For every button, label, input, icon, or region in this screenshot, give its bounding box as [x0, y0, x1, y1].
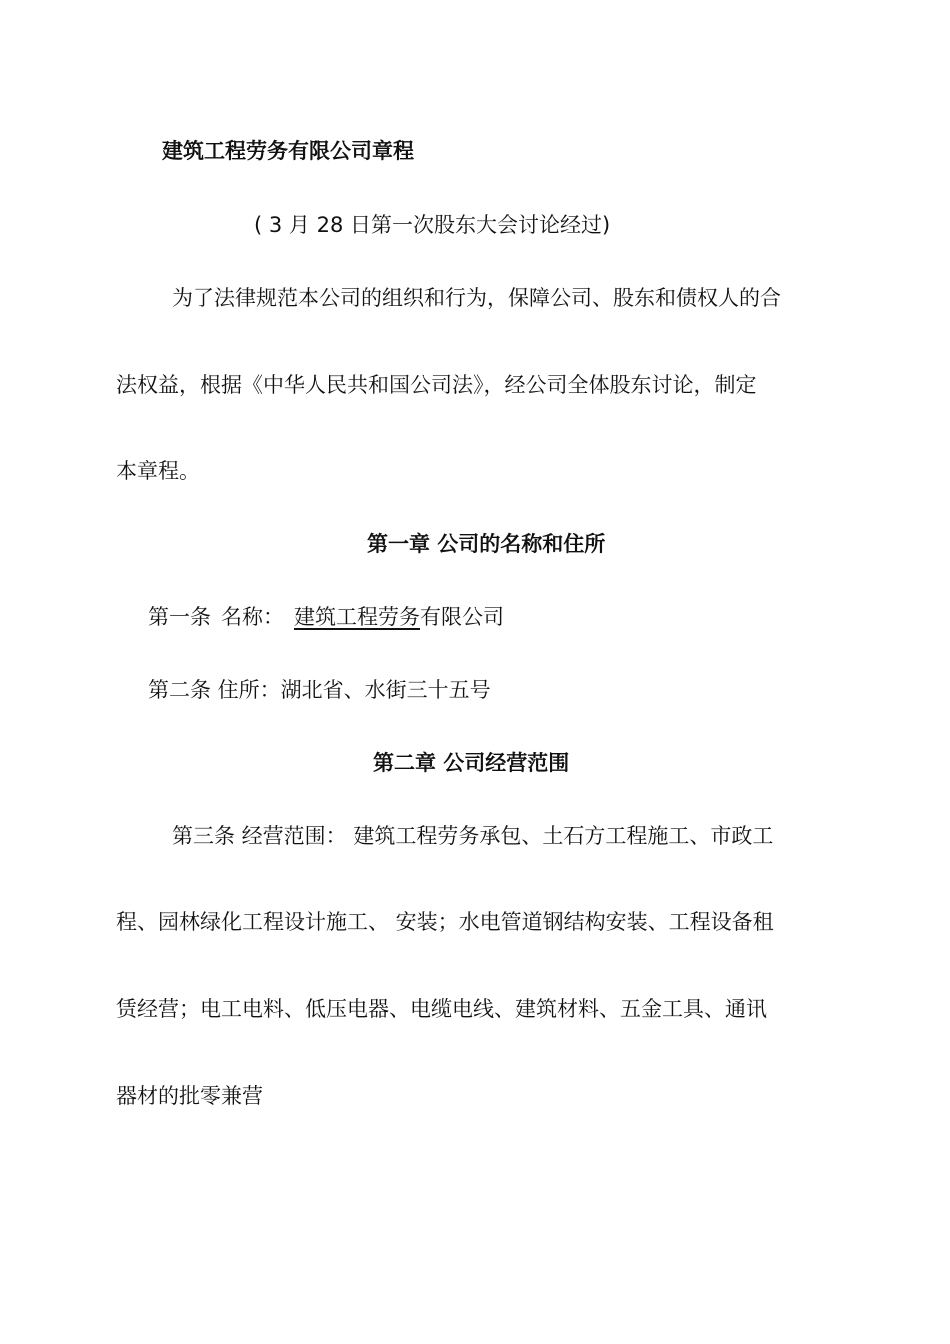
- article-1-label: 第一条: [148, 605, 211, 629]
- article-2: 第二条 住所：湖北省、水街三十五号: [148, 678, 491, 702]
- preamble-line-3: 本章程。: [116, 459, 200, 483]
- article-3-line-1: 第三条 经营范围： 建筑工程劳务承包、土石方工程施工、市政工: [172, 824, 774, 848]
- article-1-value-rest: 有限公司: [420, 605, 504, 629]
- chapter-1-heading: 第一章 公司的名称和住所: [367, 532, 606, 556]
- document-title: 建筑工程劳务有限公司章程: [162, 139, 414, 163]
- article-3-line-3: 赁经营；电工电料、低压电器、电缆电线、建筑材料、五金工具、通讯: [116, 997, 767, 1021]
- article-3-line-2: 程、园林绿化工程设计施工、 安装；水电管道钢结构安装、工程设备租: [116, 910, 774, 934]
- chapter-2-heading: 第二章 公司经营范围: [373, 751, 570, 775]
- article-1: [148, 603, 504, 631]
- article-1-value-underlined: 建筑工程劳务: [294, 605, 420, 629]
- article-3-line-4: 器材的批零兼营: [116, 1084, 263, 1108]
- document-subtitle: ( 3 月 28 日第一次股东大会讨论经过): [254, 213, 611, 237]
- preamble-line-1: 为了法律规范本公司的组织和行为，保障公司、股东和债权人的合: [172, 286, 781, 310]
- preamble-line-2: 法权益，根据《中华人民共和国公司法》，经公司全体股东讨论，制定: [116, 373, 757, 397]
- article-1-field: 名称：: [221, 605, 284, 629]
